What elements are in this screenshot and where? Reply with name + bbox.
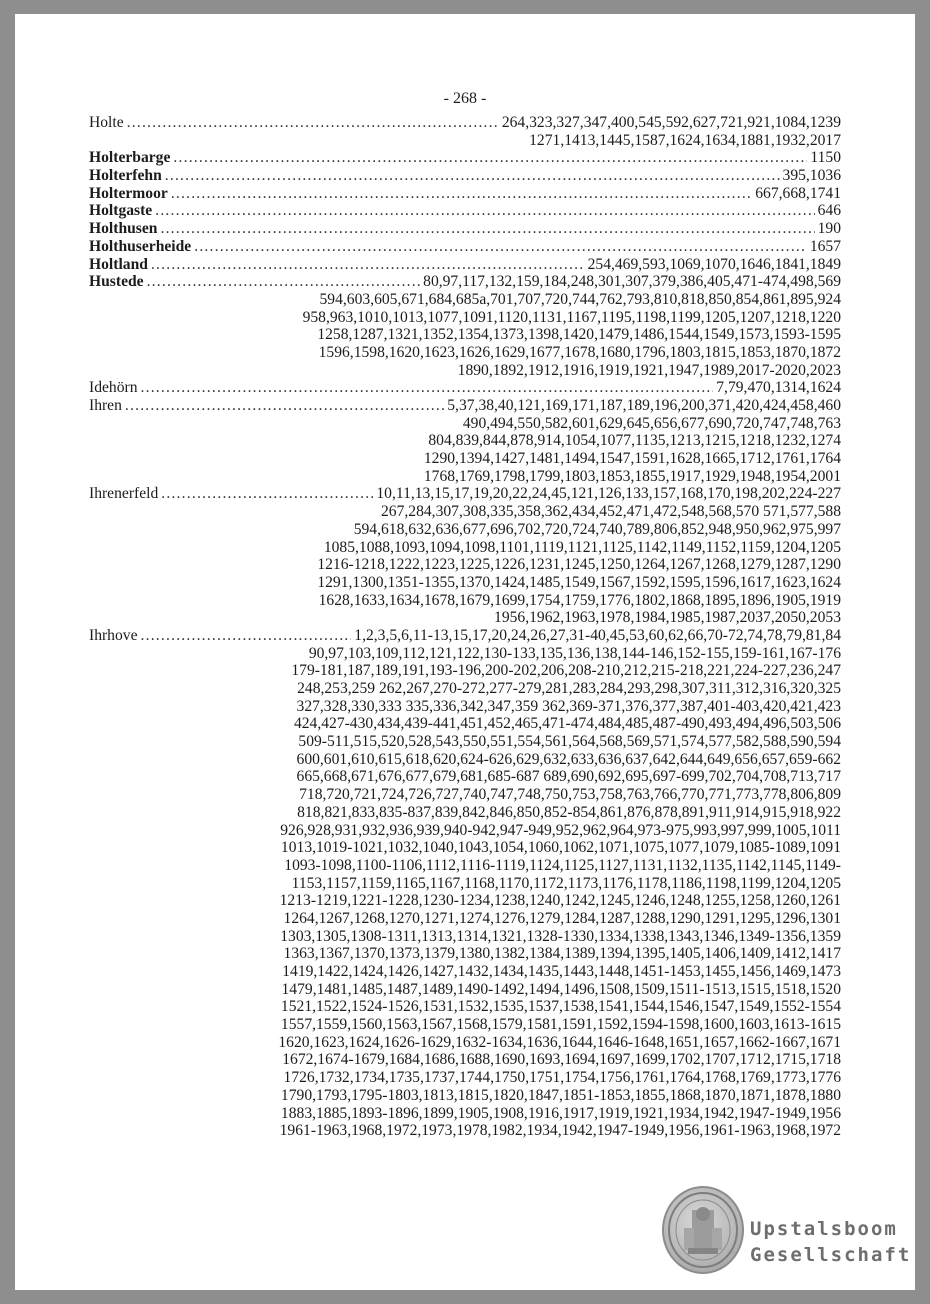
- page-references: 667,668,1741: [755, 184, 841, 202]
- place-name: Holtland: [89, 255, 148, 273]
- page-references: 5,37,38,40,121,169,171,187,189,196,200,371,420,424,458,460: [447, 397, 841, 414]
- page-references: 1,2,3,5,6,11-13,15,17,20,24,26,27,31-40,45,53,60,62,66,70-72,74,78,79,81,84: [354, 626, 841, 644]
- place-name: Holtermoor: [89, 184, 168, 202]
- index-entry: [89, 167, 841, 185]
- index-entry-first-line: [89, 379, 841, 397]
- page-references-continued: 1363,1367,1370,1373,1379,1380,1382,1384,1389,1394,1395,1405,1406,1409,1412,1417: [283, 945, 841, 963]
- place-name: Holterbarge: [89, 149, 171, 167]
- page-references-continued: 1890,1892,1912,1916,1919,1921,1947,1989,2017-2020,2023: [457, 361, 841, 379]
- page-references: 254,469,593,1069,1070,1646,1841,1849: [587, 255, 841, 273]
- place-name: Ihrhove: [89, 626, 138, 644]
- index-entry: [89, 220, 841, 238]
- index-entry-first-line: [89, 627, 841, 645]
- dot-leader: [165, 167, 780, 185]
- place-name: Holte: [89, 114, 124, 131]
- page-references-continued: 90,97,103,109,112,121,122,130-133,135,136,138,144-146,152-155,159-161,167-176: [308, 644, 841, 662]
- index-entry-first-line: [89, 273, 841, 291]
- page-references-continued: 424,427-430,434,439-441,451,452,465,471-474,484,485,487-490,493,494,496,503,506: [293, 715, 841, 733]
- place-name: Holtgaste: [89, 202, 153, 220]
- index-entry-first-line: [89, 202, 841, 220]
- page-references-continued: 1291,1300,1351-1355,1370,1424,1485,1549,1567,1592,1595,1596,1617,1623,1624: [317, 573, 841, 591]
- brand-line-1: Upstalsboom: [750, 1218, 898, 1240]
- page-references-continued: 600,601,610,615,618,620,624-626,629,632,633,636,637,642,644,649,656,657,659-662: [296, 750, 841, 768]
- dot-leader: [147, 273, 421, 291]
- page-references-continued: 1479,1481,1485,1487,1489,1490-1492,1494,1496,1508,1509,1511-1513,1515,1518,1520: [281, 980, 841, 998]
- dot-leader: [173, 149, 807, 167]
- page-references-continued: 1258,1287,1321,1352,1354,1373,1398,1420,1479,1486,1544,1549,1573,1593-1595: [317, 326, 841, 344]
- index-entry: [89, 114, 841, 149]
- page-references-continued: 1883,1885,1893-1896,1899,1905,1908,1916,1917,1919,1921,1934,1942,1947-1949,1956: [280, 1104, 841, 1122]
- index-entry: [89, 485, 841, 627]
- page-references-continued: 594,603,605,671,684,685a,701,707,720,744,762,793,810,818,850,854,861,895,924: [319, 290, 841, 308]
- place-name: Ihren: [89, 397, 122, 414]
- index-entry-first-line: [89, 485, 841, 503]
- page-references-continued: 1213-1219,1221-1228,1230-1234,1238,1240,1242,1245,1246,1248,1255,1258,1260,1261: [279, 892, 841, 910]
- page-references-continued: 509-511,515,520,528,543,550,551,554,561,564,568,569,571,574,577,582,588,590,594: [298, 733, 841, 751]
- index-entry: [89, 185, 841, 203]
- dot-leader: [161, 485, 373, 503]
- dot-leader: [194, 238, 807, 256]
- dot-leader: [141, 379, 714, 397]
- place-name: Hustede: [89, 273, 144, 291]
- page-number: - 268 -: [443, 90, 487, 107]
- dot-leader: [141, 627, 352, 645]
- index-entry: [89, 149, 841, 167]
- index-entry-first-line: [89, 238, 841, 256]
- page-references: 190: [817, 220, 841, 238]
- page-references-continued: 1956,1962,1963,1978,1984,1985,1987,2037,2050,2053: [494, 609, 841, 627]
- place-name: Idehörn: [89, 379, 138, 397]
- page-references-continued: 1672,1674-1679,1684,1686,1688,1690,1693,1694,1697,1699,1702,1707,1712,1715,1718: [282, 1051, 841, 1069]
- index-entry-first-line: [89, 185, 841, 203]
- page-references-continued: 248,253,259 262,267,270-272,277-279,281,283,284,293,298,307,311,312,316,320,325: [297, 680, 841, 697]
- page-references: 646: [817, 202, 841, 220]
- index-entry: [89, 397, 841, 485]
- index-entry-first-line: [89, 256, 841, 274]
- place-name: Holthusen: [89, 220, 158, 238]
- place-name: Holterfehn: [89, 167, 162, 185]
- index-entry: [89, 379, 841, 397]
- page-references-continued: 1271,1413,1445,1587,1624,1634,1881,1932,2017: [529, 131, 841, 149]
- page-references-continued: 1726,1732,1734,1735,1737,1744,1750,1751,1754,1756,1761,1764,1768,1769,1773,1776: [283, 1069, 841, 1087]
- page-references-continued: 1961-1963,1968,1972,1973,1978,1982,1934,1942,1947-1949,1956,1961-1963,1968,1972: [279, 1122, 841, 1140]
- page-references-continued: 267,284,307,308,335,358,362,434,452,471,472,548,568,570 571,577,588: [380, 503, 841, 521]
- index-entry: [89, 238, 841, 256]
- page-references-continued: 1620,1623,1624,1626-1629,1632-1634,1636,1644,1646-1648,1651,1657,1662-1667,1671: [278, 1033, 841, 1051]
- page-references-continued: 179-181,187,189,191,193-196,200-202,206,208-210,212,215-218,221,224-227,236,247: [291, 662, 841, 680]
- index-entry-first-line: [89, 167, 841, 185]
- place-name: Ihrenerfeld: [89, 485, 159, 503]
- place-name: Holthuserheide: [89, 237, 192, 255]
- page-references-continued: 594,618,632,636,677,696,702,720,724,740,789,806,852,948,950,962,975,997: [353, 520, 841, 538]
- page-references-continued: 1628,1633,1634,1678,1679,1699,1754,1759,1776,1802,1868,1895,1896,1905,1919: [318, 591, 841, 609]
- page-references-continued: 1085,1088,1093,1094,1098,1101,1119,1121,1125,1142,1149,1152,1159,1204,1205: [323, 538, 841, 556]
- dot-leader: [160, 220, 814, 238]
- document-page: [15, 14, 915, 1290]
- page-references: 7,79,470,1314,1624: [716, 379, 841, 397]
- page-references-continued: 1596,1598,1620,1623,1626,1629,1677,1678,1680,1796,1803,1815,1853,1870,1872: [318, 343, 841, 361]
- page-references: 1657: [809, 237, 841, 255]
- index-entry-first-line: [89, 149, 841, 167]
- dot-leader: [125, 397, 444, 415]
- brand-line-2: Gesellschaft: [750, 1244, 912, 1266]
- page-references-continued: 1768,1769,1798,1799,1803,1853,1855,1917,1929,1948,1954,2001: [423, 467, 841, 485]
- index-entry-first-line: [89, 220, 841, 238]
- page-references-continued: 804,839,844,878,914,1054,1077,1135,1213,1215,1218,1232,1274: [428, 432, 841, 450]
- index-entry-first-line: [89, 397, 841, 415]
- page-references-continued: 1521,1522,1524-1526,1531,1532,1535,1537,1538,1541,1544,1546,1547,1549,1552-1554: [280, 998, 841, 1016]
- page-references-continued: 1290,1394,1427,1481,1494,1547,1591,1628,1665,1712,1761,1764: [423, 450, 841, 468]
- page-references-continued: 1264,1267,1268,1270,1271,1274,1276,1279,1284,1287,1288,1290,1291,1295,1296,1301: [283, 909, 841, 927]
- place-index: [89, 114, 841, 1140]
- index-entry-first-line: [89, 114, 841, 132]
- page-references-continued: 818,821,833,835-837,839,842,846,850,852-854,861,876,878,891,911,914,915,918,922: [297, 803, 841, 821]
- page-references: 1150: [810, 149, 841, 167]
- page-references-continued: 1216-1218,1222,1223,1225,1226,1231,1245,1250,1264,1267,1268,1279,1287,1290: [317, 556, 841, 574]
- page-references-continued: 958,963,1010,1013,1077,1091,1120,1131,1167,1195,1198,1199,1205,1207,1218,1220: [302, 308, 841, 326]
- page-references: 80,97,117,132,159,184,248,301,307,379,386,405,471-474,498,569: [423, 273, 841, 291]
- page-references-continued: 1093-1098,1100-1106,1112,1116-1119,1124,1125,1127,1131,1132,1135,1142,1145,1149-: [284, 856, 841, 874]
- page-references-continued: 718,720,721,724,726,727,740,747,748,750,753,758,763,766,770,771,773,778,806,809: [299, 786, 841, 804]
- dot-leader: [151, 256, 585, 274]
- page-references-continued: 490,494,550,582,601,629,645,656,677,690,720,747,748,763: [462, 414, 841, 432]
- society-name-logo: [750, 1216, 911, 1268]
- page-references: 264,323,327,347,400,545,592,627,721,921,1084,1239: [501, 114, 841, 131]
- page-references-continued: 1790,1793,1795-1803,1813,1815,1820,1847,1851-1853,1855,1868,1870,1871,1878,1880: [280, 1086, 841, 1104]
- page-references-continued: 1557,1559,1560,1563,1567,1568,1579,1581,1591,1592,1594-1598,1600,1603,1613-1615: [280, 1016, 841, 1034]
- page-references-continued: 1419,1422,1424,1426,1427,1432,1434,1435,1443,1448,1451-1453,1455,1456,1469,1473: [282, 963, 841, 980]
- page-references-continued: 1013,1019-1021,1032,1040,1043,1054,1060,1062,1071,1075,1077,1079,1085-1089,1091: [280, 839, 841, 857]
- index-entry: [89, 273, 841, 379]
- dot-leader: [155, 202, 814, 220]
- dot-leader: [171, 185, 752, 203]
- page-references-continued: 926,928,931,932,936,939,940-942,947-949,952,962,964,973-975,993,997,999,1005,1011: [280, 821, 841, 839]
- page-references: 395,1036: [782, 167, 841, 185]
- page-references: 10,11,13,15,17,19,20,22,24,45,121,126,133,157,168,170,198,202,224-227: [376, 485, 841, 503]
- society-seal-logo: [662, 1186, 744, 1274]
- page-references-continued: 665,668,671,676,677,679,681,685-687 689,690,692,695,697-699,702,704,708,713,717: [296, 768, 841, 786]
- dot-leader: [127, 114, 499, 132]
- index-entry: [89, 202, 841, 220]
- page-references-continued: 1153,1157,1159,1165,1167,1168,1170,1172,1173,1176,1178,1186,1198,1199,1204,1205: [291, 874, 841, 892]
- page-references-continued: 1303,1305,1308-1311,1313,1314,1321,1328-1330,1334,1338,1343,1346,1349-1356,1359: [280, 927, 841, 945]
- index-entry: [89, 256, 841, 274]
- page-references-continued: 327,328,330,333 335,336,342,347,359 362,369-371,376,377,387,401-403,420,421,423: [296, 697, 841, 715]
- index-entry: [89, 627, 841, 1140]
